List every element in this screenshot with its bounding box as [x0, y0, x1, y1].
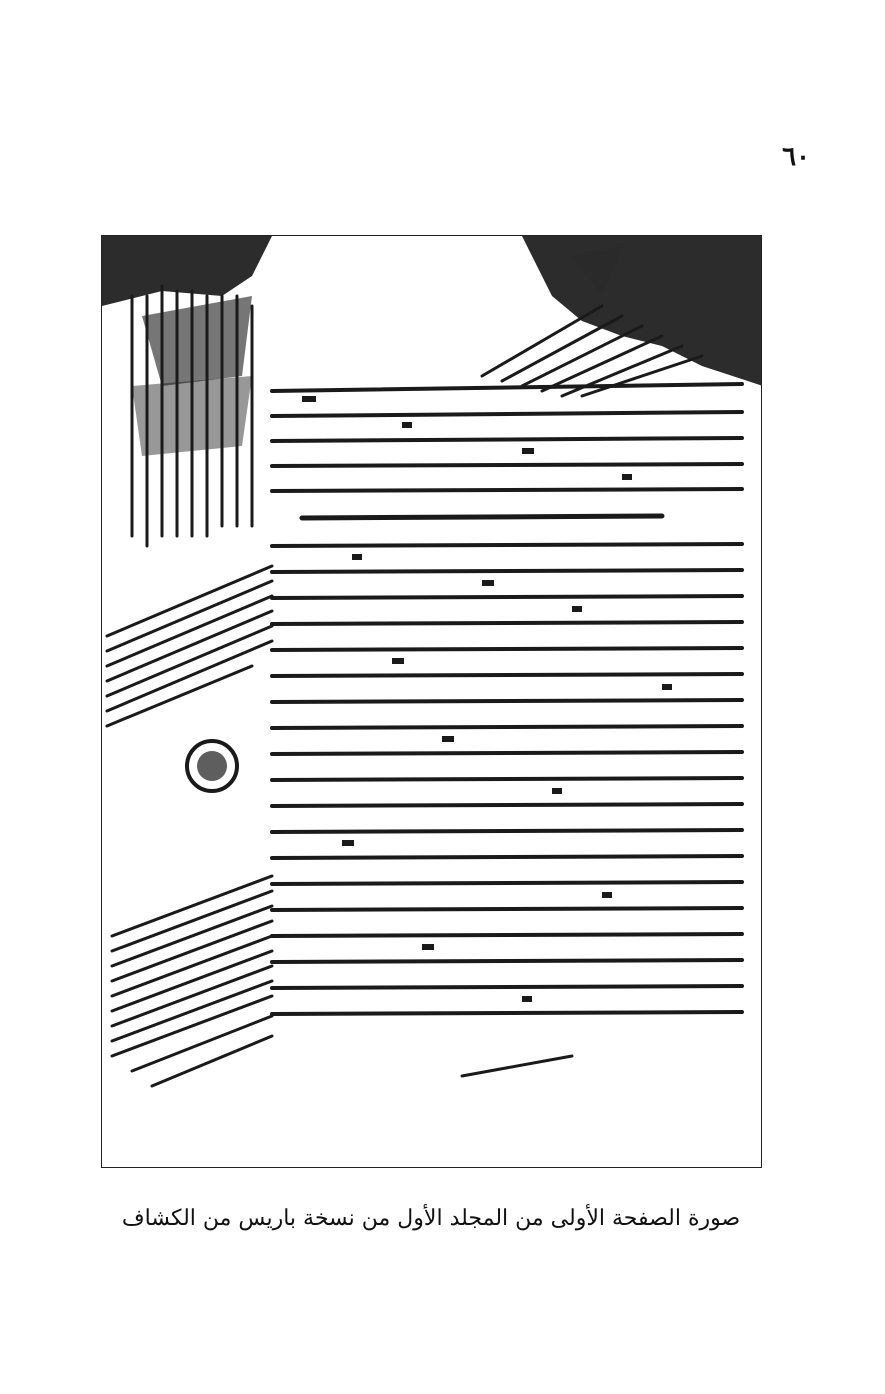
page-caption: صورة الصفحة الأولى من المجلد الأول من نسخة باريس من الكشاف [121, 1206, 741, 1231]
main-text-lines [272, 384, 742, 1014]
manuscript-image [101, 235, 762, 1168]
page-number: ٦٠ [782, 142, 810, 172]
margin-notes-diagonal [107, 566, 272, 726]
ink-smudge-top-left [102, 236, 272, 456]
bottom-note [462, 1056, 572, 1076]
manuscript-image-icon [102, 236, 762, 1168]
seal-stamp [187, 741, 237, 791]
margin-notes-lower-left [112, 876, 272, 1086]
